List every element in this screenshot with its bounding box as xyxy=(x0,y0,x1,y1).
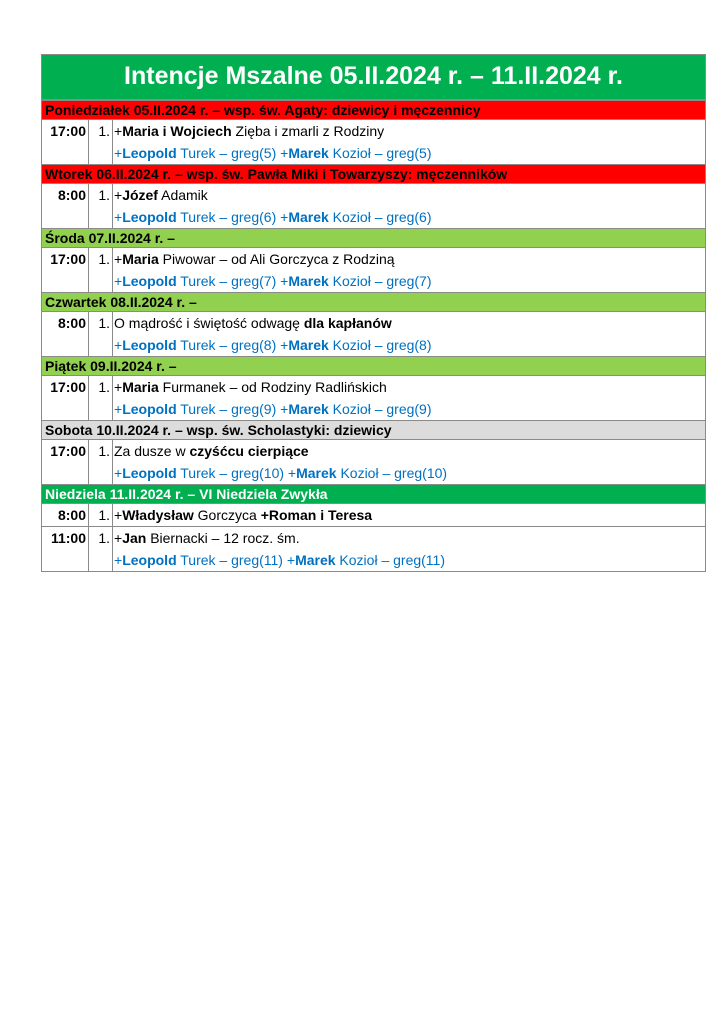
mass-time: 8:00 xyxy=(42,312,89,356)
intention-row xyxy=(42,248,705,293)
mass-time: 17:00 xyxy=(42,440,89,484)
mass-time: 17:00 xyxy=(42,120,89,164)
intention-number: 1. xyxy=(89,184,113,228)
day-header-monday: Poniedziałek 05.II.2024 r. – wsp. św. Agaty: dziewicy i męczennicy xyxy=(42,101,705,120)
day-header-thursday: Czwartek 08.II.2024 r. – xyxy=(42,293,705,312)
day-header-friday: Piątek 09.II.2024 r. – xyxy=(42,357,705,376)
mass-intentions-table xyxy=(41,54,706,572)
intention-line: +Władysław Gorczyca +Roman i Teresa xyxy=(114,507,373,523)
intention-number: 1. xyxy=(89,248,113,292)
intention-number: 1. xyxy=(89,527,113,571)
day-header-sunday: Niedziela 11.II.2024 r. – VI Niedziela Zwykła xyxy=(42,485,705,504)
intention-number: 1. xyxy=(89,440,113,484)
gregorian-line: +Leopold Turek – greg(8) +Marek Kozioł – greg(8) xyxy=(114,337,432,353)
intention-text xyxy=(113,184,705,228)
intention-row xyxy=(42,527,705,571)
mass-time: 17:00 xyxy=(42,248,89,292)
intention-number: 1. xyxy=(89,120,113,164)
gregorian-line: +Leopold Turek – greg(11) +Marek Kozioł – greg(11) xyxy=(114,552,445,568)
intention-line: +Józef Adamik xyxy=(114,187,208,203)
intention-text xyxy=(113,376,705,420)
intention-text xyxy=(113,120,705,164)
day-header-tuesday: Wtorek 06.II.2024 r. – wsp. św. Pawła Miki i Towarzyszy: męczenników xyxy=(42,165,705,184)
day-header-saturday: Sobota 10.II.2024 r. – wsp. św. Scholastyki: dziewicy xyxy=(42,421,705,440)
intention-row xyxy=(42,120,705,165)
mass-time: 8:00 xyxy=(42,504,89,526)
mass-time: 17:00 xyxy=(42,376,89,420)
intention-row xyxy=(42,312,705,357)
intention-line: +Maria i Wojciech Zięba i zmarli z Rodziny xyxy=(114,123,385,139)
intention-line: +Jan Biernacki – 12 rocz. śm. xyxy=(114,530,300,546)
intention-row xyxy=(42,504,705,527)
gregorian-line: +Leopold Turek – greg(7) +Marek Kozioł – greg(7) xyxy=(114,273,432,289)
intention-text xyxy=(113,527,705,571)
mass-time: 11:00 xyxy=(42,527,89,571)
intention-line: Za dusze w czyśćcu cierpiące xyxy=(114,443,309,459)
gregorian-line: +Leopold Turek – greg(6) +Marek Kozioł – greg(6) xyxy=(114,209,432,225)
page-title: Intencje Mszalne 05.II.2024 r. – 11.II.2024 r. xyxy=(42,55,705,101)
intention-line: +Maria Furmanek – od Rodziny Radlińskich xyxy=(114,379,387,395)
mass-time: 8:00 xyxy=(42,184,89,228)
intention-text xyxy=(113,504,705,526)
intention-number: 1. xyxy=(89,376,113,420)
intention-line: O mądrość i świętość odwagę dla kapłanów xyxy=(114,315,392,331)
intention-text xyxy=(113,248,705,292)
gregorian-line: +Leopold Turek – greg(9) +Marek Kozioł – greg(9) xyxy=(114,401,432,417)
intention-row xyxy=(42,376,705,421)
intention-row xyxy=(42,440,705,485)
intention-number: 1. xyxy=(89,504,113,526)
intention-number: 1. xyxy=(89,312,113,356)
day-header-wednesday: Środa 07.II.2024 r. – xyxy=(42,229,705,248)
intention-text xyxy=(113,312,705,356)
gregorian-line: +Leopold Turek – greg(5) +Marek Kozioł – greg(5) xyxy=(114,145,432,161)
intention-line: +Maria Piwowar – od Ali Gorczyca z Rodziną xyxy=(114,251,395,267)
intention-row xyxy=(42,184,705,229)
intention-text xyxy=(113,440,705,484)
gregorian-line: +Leopold Turek – greg(10) +Marek Kozioł – greg(10) xyxy=(114,465,448,481)
